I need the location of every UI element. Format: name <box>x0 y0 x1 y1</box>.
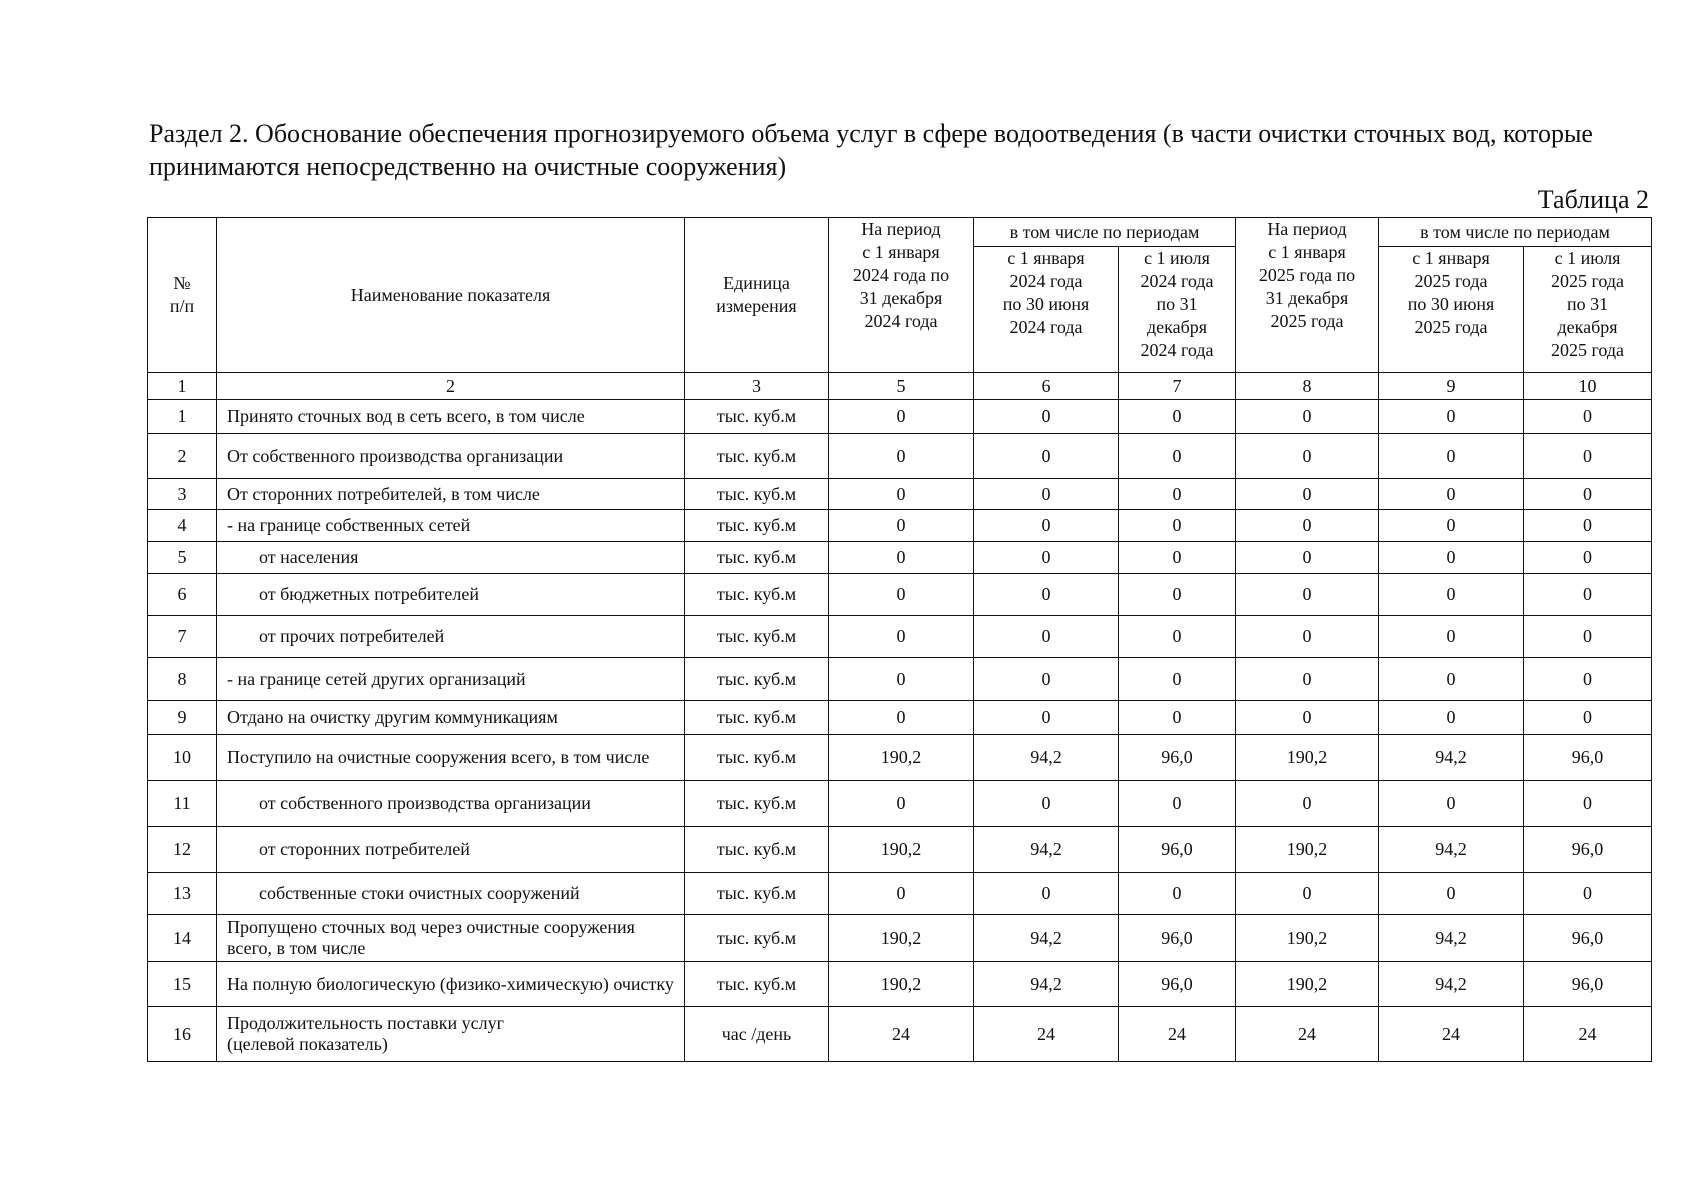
value-cell: 0 <box>1236 510 1379 542</box>
column-number: 5 <box>829 373 974 400</box>
indicator-name: На полную биологическую (физико-химическую) очистку <box>217 962 685 1007</box>
value-cell: 0 <box>1119 400 1236 434</box>
section-title: Раздел 2. Обоснование обеспечения прогнозируемого объема услуг в сфере водоотведения (в части очистки сточных вод, которые принимаются непосредственно на очистные сооружения) <box>149 119 1593 181</box>
value-cell: 0 <box>1119 574 1236 616</box>
row-number: 15 <box>148 962 217 1007</box>
header-h2-2024: с 1 июля 2024 года по 31 декабря 2024 года <box>1119 247 1236 373</box>
row-number: 7 <box>148 616 217 658</box>
value-cell: 190,2 <box>829 735 974 781</box>
table-row <box>148 434 1652 479</box>
value-cell: 94,2 <box>974 962 1119 1007</box>
value-cell: 0 <box>829 701 974 735</box>
value-cell: 0 <box>829 658 974 701</box>
value-cell: 0 <box>974 542 1119 574</box>
indicator-name: От собственного производства организации <box>217 434 685 479</box>
value-cell: 0 <box>1524 434 1652 479</box>
value-cell: 0 <box>1119 542 1236 574</box>
indicator-name: Отдано на очистку другим коммуникациям <box>217 701 685 735</box>
value-cell: 0 <box>1236 701 1379 735</box>
table-row <box>148 915 1652 962</box>
value-cell: 0 <box>829 400 974 434</box>
value-cell: 0 <box>1379 701 1524 735</box>
value-cell: 96,0 <box>1119 915 1236 962</box>
row-number: 4 <box>148 510 217 542</box>
unit-cell: час /день <box>685 1007 829 1062</box>
value-cell: 0 <box>829 574 974 616</box>
value-cell: 0 <box>1379 434 1524 479</box>
value-cell: 96,0 <box>1524 827 1652 873</box>
value-cell: 0 <box>974 479 1119 510</box>
value-cell: 0 <box>1379 542 1524 574</box>
header-period-2024: На период с 1 января 2024 года по 31 декабря 2024 года <box>829 218 974 373</box>
value-cell: 190,2 <box>1236 962 1379 1007</box>
unit-cell: тыс. куб.м <box>685 616 829 658</box>
value-cell: 96,0 <box>1524 962 1652 1007</box>
value-cell: 0 <box>1119 434 1236 479</box>
value-cell: 190,2 <box>829 962 974 1007</box>
value-cell: 0 <box>1236 400 1379 434</box>
column-number-row <box>148 373 1652 400</box>
value-cell: 0 <box>1379 510 1524 542</box>
value-cell: 0 <box>829 434 974 479</box>
table-row <box>148 873 1652 915</box>
value-cell: 0 <box>1236 434 1379 479</box>
indicator-name: - на границе собственных сетей <box>217 510 685 542</box>
value-cell: 0 <box>1119 873 1236 915</box>
header-period-2025: На период с 1 января 2025 года по 31 декабря 2025 года <box>1236 218 1379 373</box>
row-number: 8 <box>148 658 217 701</box>
value-cell: 0 <box>829 542 974 574</box>
value-cell: 0 <box>1379 781 1524 827</box>
header-name: Наименование показателя <box>217 218 685 373</box>
row-number: 14 <box>148 915 217 962</box>
unit-cell: тыс. куб.м <box>685 915 829 962</box>
table-row <box>148 781 1652 827</box>
indicator-name: Продолжительность поставки услуг (целевой показатель) <box>217 1007 685 1062</box>
indicator-name: собственные стоки очистных сооружений <box>217 873 685 915</box>
value-cell: 0 <box>974 616 1119 658</box>
header-unit: Единица измерения <box>685 218 829 373</box>
header-num: № п/п <box>148 218 217 373</box>
value-cell: 0 <box>1524 479 1652 510</box>
value-cell: 24 <box>1119 1007 1236 1062</box>
table-row <box>148 479 1652 510</box>
row-number: 11 <box>148 781 217 827</box>
value-cell: 0 <box>974 400 1119 434</box>
unit-cell: тыс. куб.м <box>685 873 829 915</box>
value-cell: 24 <box>1524 1007 1652 1062</box>
indicator-name: Принято сточных вод в сеть всего, в том числе <box>217 400 685 434</box>
value-cell: 0 <box>1119 781 1236 827</box>
unit-cell: тыс. куб.м <box>685 735 829 781</box>
header-including-2024: в том числе по периодам <box>974 218 1236 247</box>
value-cell: 96,0 <box>1119 827 1236 873</box>
value-cell: 96,0 <box>1119 962 1236 1007</box>
value-cell: 0 <box>1236 658 1379 701</box>
indicator-name: от собственного производства организации <box>217 781 685 827</box>
row-number: 13 <box>148 873 217 915</box>
value-cell: 0 <box>1524 542 1652 574</box>
table-row <box>148 510 1652 542</box>
value-cell: 94,2 <box>1379 962 1524 1007</box>
column-number: 8 <box>1236 373 1379 400</box>
table-row <box>148 658 1652 701</box>
value-cell: 0 <box>1379 658 1524 701</box>
table-row <box>148 400 1652 434</box>
header-including-2025: в том числе по периодам <box>1379 218 1652 247</box>
unit-cell: тыс. куб.м <box>685 658 829 701</box>
table-row <box>148 701 1652 735</box>
row-number: 12 <box>148 827 217 873</box>
value-cell: 0 <box>1236 574 1379 616</box>
table-row <box>148 735 1652 781</box>
unit-cell: тыс. куб.м <box>685 962 829 1007</box>
unit-cell: тыс. куб.м <box>685 510 829 542</box>
value-cell: 0 <box>974 658 1119 701</box>
value-cell: 190,2 <box>829 915 974 962</box>
column-number: 9 <box>1379 373 1524 400</box>
table-row <box>148 962 1652 1007</box>
value-cell: 0 <box>829 873 974 915</box>
value-cell: 0 <box>1379 400 1524 434</box>
value-cell: 0 <box>974 781 1119 827</box>
value-cell: 190,2 <box>1236 915 1379 962</box>
value-cell: 0 <box>1524 701 1652 735</box>
value-cell: 96,0 <box>1119 735 1236 781</box>
unit-cell: тыс. куб.м <box>685 479 829 510</box>
column-number: 10 <box>1524 373 1652 400</box>
value-cell: 0 <box>1119 510 1236 542</box>
row-number: 5 <box>148 542 217 574</box>
value-cell: 0 <box>974 434 1119 479</box>
header-h2-2025: с 1 июля 2025 года по 31 декабря 2025 года <box>1524 247 1652 373</box>
table-row <box>148 616 1652 658</box>
row-number: 2 <box>148 434 217 479</box>
value-cell: 0 <box>1236 479 1379 510</box>
column-number: 1 <box>148 373 217 400</box>
value-cell: 94,2 <box>974 827 1119 873</box>
forecast-table <box>147 217 1652 1062</box>
value-cell: 0 <box>1119 658 1236 701</box>
value-cell: 0 <box>1524 574 1652 616</box>
column-number: 7 <box>1119 373 1236 400</box>
value-cell: 0 <box>1236 873 1379 915</box>
unit-cell: тыс. куб.м <box>685 781 829 827</box>
value-cell: 0 <box>1524 781 1652 827</box>
value-cell: 24 <box>1379 1007 1524 1062</box>
unit-cell: тыс. куб.м <box>685 542 829 574</box>
value-cell: 0 <box>974 574 1119 616</box>
value-cell: 0 <box>829 781 974 827</box>
value-cell: 0 <box>1524 510 1652 542</box>
value-cell: 0 <box>1379 479 1524 510</box>
value-cell: 96,0 <box>1524 915 1652 962</box>
table-row <box>148 827 1652 873</box>
value-cell: 24 <box>1236 1007 1379 1062</box>
value-cell: 0 <box>974 701 1119 735</box>
value-cell: 0 <box>1524 658 1652 701</box>
row-number: 3 <box>148 479 217 510</box>
row-number: 1 <box>148 400 217 434</box>
value-cell: 94,2 <box>974 915 1119 962</box>
indicator-name: - на границе сетей других организаций <box>217 658 685 701</box>
table-row <box>148 1007 1652 1062</box>
row-number: 16 <box>148 1007 217 1062</box>
indicator-name: От сторонних потребителей, в том числе <box>217 479 685 510</box>
value-cell: 94,2 <box>1379 827 1524 873</box>
value-cell: 0 <box>1524 400 1652 434</box>
value-cell: 94,2 <box>1379 915 1524 962</box>
indicator-name: Пропущено сточных вод через очистные сооружения всего, в том числе <box>217 915 685 962</box>
unit-cell: тыс. куб.м <box>685 574 829 616</box>
indicator-name: от сторонних потребителей <box>217 827 685 873</box>
value-cell: 0 <box>1524 873 1652 915</box>
value-cell: 0 <box>1119 701 1236 735</box>
value-cell: 0 <box>1379 873 1524 915</box>
value-cell: 190,2 <box>1236 827 1379 873</box>
row-number: 10 <box>148 735 217 781</box>
value-cell: 0 <box>829 510 974 542</box>
value-cell: 0 <box>1236 616 1379 658</box>
value-cell: 96,0 <box>1524 735 1652 781</box>
value-cell: 0 <box>1119 479 1236 510</box>
column-number: 6 <box>974 373 1119 400</box>
indicator-name: от населения <box>217 542 685 574</box>
header-h1-2025: с 1 января 2025 года по 30 июня 2025 года <box>1379 247 1524 373</box>
column-number: 3 <box>685 373 829 400</box>
indicator-name: от прочих потребителей <box>217 616 685 658</box>
table-caption: Таблица 2 <box>1537 185 1649 214</box>
value-cell: 0 <box>1119 616 1236 658</box>
value-cell: 0 <box>1379 574 1524 616</box>
unit-cell: тыс. куб.м <box>685 701 829 735</box>
value-cell: 190,2 <box>829 827 974 873</box>
table-row <box>148 542 1652 574</box>
table-row <box>148 574 1652 616</box>
unit-cell: тыс. куб.м <box>685 434 829 479</box>
value-cell: 94,2 <box>974 735 1119 781</box>
value-cell: 0 <box>829 616 974 658</box>
column-number: 2 <box>217 373 685 400</box>
row-number: 9 <box>148 701 217 735</box>
value-cell: 0 <box>974 873 1119 915</box>
value-cell: 0 <box>1379 616 1524 658</box>
row-number: 6 <box>148 574 217 616</box>
header-h1-2024: с 1 января 2024 года по 30 июня 2024 года <box>974 247 1119 373</box>
indicator-name: от бюджетных потребителей <box>217 574 685 616</box>
value-cell: 0 <box>829 479 974 510</box>
value-cell: 190,2 <box>1236 735 1379 781</box>
value-cell: 24 <box>974 1007 1119 1062</box>
value-cell: 24 <box>829 1007 974 1062</box>
value-cell: 94,2 <box>1379 735 1524 781</box>
value-cell: 0 <box>1236 542 1379 574</box>
unit-cell: тыс. куб.м <box>685 827 829 873</box>
value-cell: 0 <box>974 510 1119 542</box>
indicator-name: Поступило на очистные сооружения всего, в том числе <box>217 735 685 781</box>
unit-cell: тыс. куб.м <box>685 400 829 434</box>
value-cell: 0 <box>1236 781 1379 827</box>
value-cell: 0 <box>1524 616 1652 658</box>
